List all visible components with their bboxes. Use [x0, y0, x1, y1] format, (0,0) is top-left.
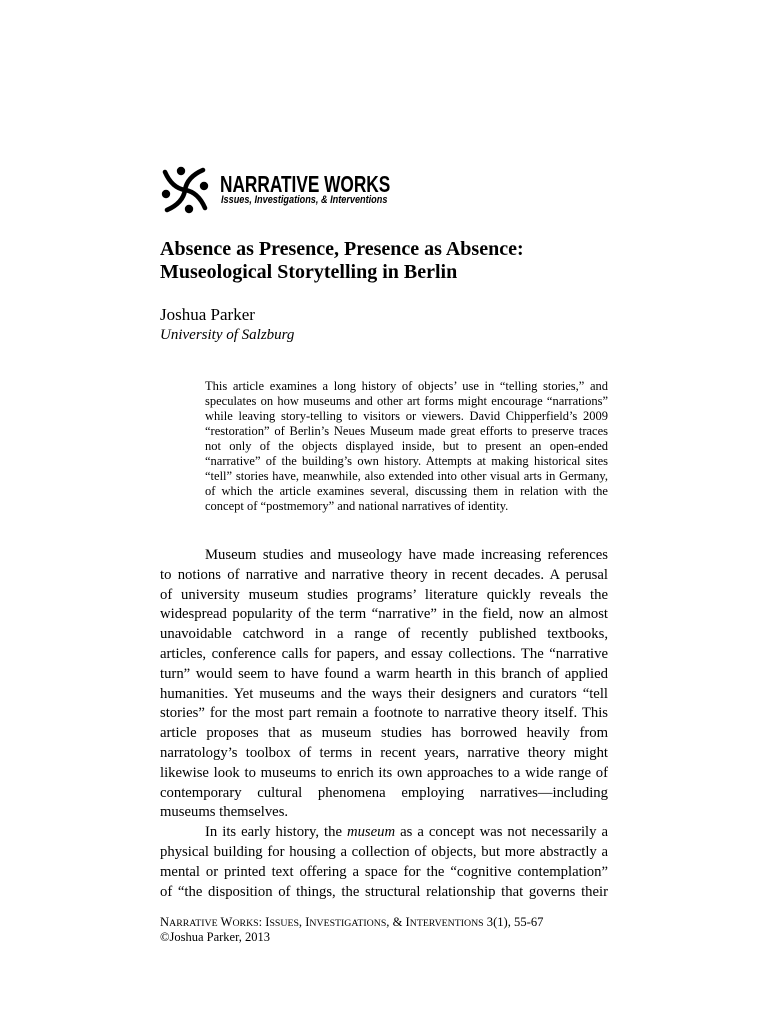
article-title-line: Museological Storytelling in Berlin [160, 261, 458, 283]
body-line-text: In its early history, the [205, 824, 347, 841]
article-title-line: Absence as Presence, Presence as Absence: [160, 238, 524, 260]
body-line: mental or printed text offering a space for the “cognitive contemplation” [160, 863, 608, 880]
body-line [160, 823, 608, 843]
abstract-line: while leaving story-telling to visitors or viewers. David Chipperfield’s 2009 [205, 409, 608, 423]
abstract-line: “tell” stories have, meanwhile, also extended into other visual arts in Germany, [205, 469, 608, 483]
abstract-line: This article examines a long history of objects’ use in “telling stories,” and [205, 379, 608, 393]
body-paragraph [160, 546, 608, 823]
body-line: of “the disposition of things, the structural relationship that governs their [160, 883, 608, 900]
abstract-line: not only of the objects displayed inside, but to present an open-ended [205, 439, 608, 453]
copyright-notice: ©Joshua Parker, 2013 [160, 930, 271, 944]
body-line: humanities. Yet museums and the ways their designers and curators “tell [160, 685, 608, 702]
body-line: likewise look to museums to enrich its own approaches to a wide range of [160, 764, 608, 781]
body-line: to notions of narrative and narrative theory in recent decades. A perusal [160, 566, 608, 583]
small-caps-segment: SSUES [269, 918, 299, 929]
abstract-line: “restoration” of Berlin’s Neues Museum made great efforts to preserve traces [205, 424, 608, 438]
body-line: stories” for the most part remain a footnote to narrative theory itself. This [160, 705, 608, 722]
body-line: physical building for housing a collection of objects, but more abstractly a [160, 843, 608, 860]
abstract [205, 379, 608, 514]
abstract-line: “narrative” of the building’s own history. Attempts at making historical sites [205, 454, 608, 468]
small-caps-segment: NTERVENTIONS [409, 918, 484, 929]
small-caps-segment: ARRATIVE [169, 918, 218, 929]
journal-citation: NARRATIVE WORKS: ISSUES, INVESTIGATIONS, & INTERVENTIONS 3(1), 55-67 [160, 915, 544, 929]
body-line: widespread popularity of the term “narrative” in the field, now an almost [160, 606, 608, 623]
body-line: article proposes that as museum studies has borrowed heavily from [160, 725, 608, 742]
abstract-line: concept of “postmemory” and national narratives of identity. [205, 499, 509, 513]
journal-name: NARRATIVE WORKS [220, 171, 391, 197]
people-circle-icon [159, 164, 211, 216]
body-line: museums themselves. [160, 804, 289, 821]
body-line: Museum studies and museology have made increasing references [205, 547, 608, 563]
body-line: turn” would seem to have found a warm hearth in this branch of applied [160, 665, 608, 682]
abstract-line: of which the article examines several, discussing them in relation with the [205, 484, 608, 498]
italic-term: museum [346, 824, 396, 841]
body-line: articles, conference calls for papers, and essay collections. The “narrative [160, 645, 608, 662]
small-caps-segment: ORKS [232, 918, 259, 929]
small-caps-segment: NVESTIGATIONS [309, 918, 387, 929]
body-line: of university museum studies programs’ literature quickly reveals the [160, 586, 608, 603]
abstract-line: speculates on how museums and other art forms might encourage “narrations” [205, 394, 608, 408]
article-title [160, 238, 524, 284]
author-name: Joshua Parker [160, 305, 255, 324]
body-line-text: as a concept was not necessarily a [395, 824, 608, 841]
body-line: narratology’s toolbox of terms in recent years, narrative theory might [160, 744, 608, 761]
body-text [160, 546, 608, 902]
body-line: unavoidable catchword in a range of recently published textbooks, [160, 626, 608, 643]
body-paragraph [160, 823, 608, 902]
body-line: contemporary cultural phenomena employing narratives—including [160, 784, 608, 801]
author-affiliation: University of Salzburg [160, 327, 295, 343]
journal-tagline: Issues, Investigations, & Interventions [221, 194, 388, 206]
